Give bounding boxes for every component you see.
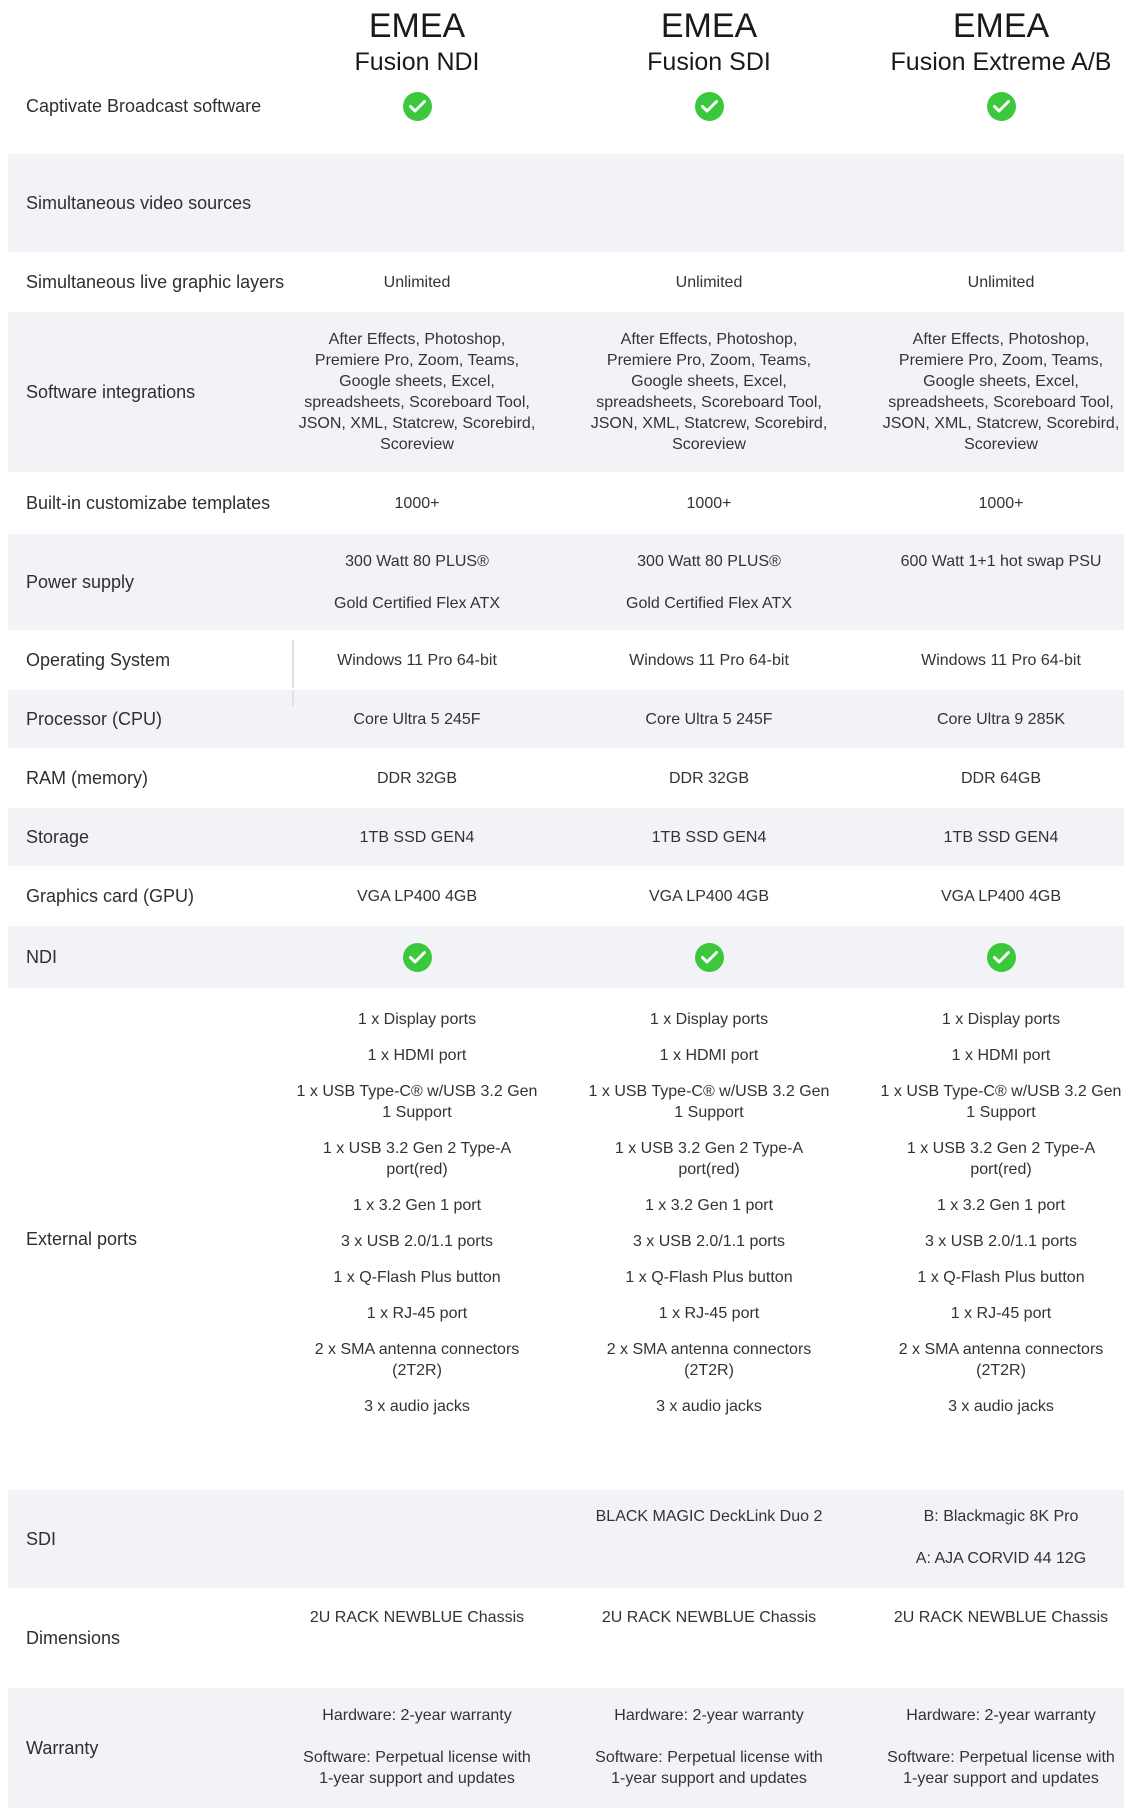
port-item: 1 x HDMI port (659, 1047, 759, 1064)
cell-line: Premiere Pro, Zoom, Teams, (606, 352, 812, 369)
cell (271, 534, 563, 630)
cell (855, 926, 1132, 988)
check-icon (987, 943, 1016, 972)
port-item: 1 x Q-Flash Plus button (333, 1269, 501, 1286)
port-item: 1 x HDMI port (951, 1047, 1051, 1064)
port-item: 1 x USB 3.2 Gen 2 Type-A (906, 1140, 1096, 1157)
cell (271, 312, 563, 472)
row-label: Captivate Broadcast software (26, 95, 262, 116)
cell: Windows 11 Pro 64-bit (629, 651, 789, 669)
column-header-fusion-sdi (563, 0, 855, 78)
cell-line: 300 Watt 80 PLUS® (345, 553, 489, 570)
port-item: port(red) (386, 1161, 448, 1178)
row-operating-system (0, 632, 1132, 688)
port-item: 1 x Q-Flash Plus button (917, 1269, 1085, 1286)
port-item: 2 x SMA antenna connectors (606, 1341, 812, 1358)
column-header-fusion-ndi (271, 0, 563, 78)
cell-line: JSON, XML, Statcrew, Scorebird, (298, 415, 536, 432)
check-icon (403, 943, 432, 972)
cell: DDR 64GB (960, 769, 1042, 787)
port-item: 1 x USB 3.2 Gen 2 Type-A (614, 1140, 804, 1157)
cell: VGA LP400 4GB (648, 887, 770, 905)
cell: Unlimited (383, 273, 451, 291)
column-model: Fusion SDI (647, 48, 771, 76)
port-item: 1 x 3.2 Gen 1 port (936, 1197, 1066, 1214)
row-video-sources (0, 154, 1132, 252)
column-region: EMEA (368, 7, 466, 45)
cell: Core Ultra 5 245F (645, 710, 773, 728)
cell: Unlimited (967, 273, 1035, 291)
row-power-supply (0, 534, 1132, 630)
cell: DDR 32GB (376, 769, 458, 787)
column-model: Fusion NDI (354, 48, 480, 76)
port-item: 1 x Display ports (357, 1011, 477, 1028)
cell-line: 1-year support and updates (611, 1770, 807, 1787)
cell-line: After Effects, Photoshop, (912, 331, 1090, 348)
cell: 1TB SSD GEN4 (651, 828, 767, 846)
column-region: EMEA (660, 7, 758, 45)
cell-line: After Effects, Photoshop, (620, 331, 798, 348)
row-external-ports (0, 990, 1132, 1488)
cell: Windows 11 Pro 64-bit (337, 651, 497, 669)
row-ram (0, 750, 1132, 806)
cell-line: Software: Perpetual license with (303, 1749, 531, 1766)
cell (271, 926, 563, 988)
column-header-fusion-extreme (855, 0, 1132, 78)
cell (563, 1688, 855, 1808)
port-item: (2T2R) (684, 1362, 734, 1379)
port-item: (2T2R) (976, 1362, 1026, 1379)
cell (855, 990, 1132, 1488)
cell-line: Premiere Pro, Zoom, Teams, (314, 352, 520, 369)
cell-line: BLACK MAGIC DeckLink Duo 2 (595, 1508, 823, 1525)
port-item: (2T2R) (392, 1362, 442, 1379)
port-item: port(red) (678, 1161, 740, 1178)
cell: 1000+ (978, 494, 1024, 512)
port-item: 1 x RJ-45 port (366, 1305, 468, 1322)
row-label: Software integrations (26, 381, 196, 402)
cell: Core Ultra 5 245F (353, 710, 481, 728)
row-label: NDI (26, 946, 57, 967)
row-label: RAM (memory) (26, 767, 148, 788)
cell: 1000+ (394, 494, 440, 512)
port-item: 1 x Q-Flash Plus button (625, 1269, 793, 1286)
row-label: Simultaneous video sources (26, 192, 252, 213)
port-item: 1 x USB Type-C® w/USB 3.2 Gen (588, 1083, 830, 1100)
row-label: Simultaneous live graphic layers (26, 271, 285, 292)
row-sdi (0, 1490, 1132, 1588)
port-item: 1 x Display ports (649, 1011, 769, 1028)
cell (271, 1688, 563, 1808)
cell: 1000+ (686, 494, 732, 512)
cell: DDR 32GB (668, 769, 750, 787)
port-item: 1 x RJ-45 port (658, 1305, 760, 1322)
cell-line: Google sheets, Excel, (923, 373, 1079, 390)
port-item: 3 x USB 2.0/1.1 ports (924, 1233, 1078, 1250)
port-item: port(red) (970, 1161, 1032, 1178)
check-icon (695, 92, 724, 121)
column-region: EMEA (952, 7, 1050, 45)
cell-line: Hardware: 2-year warranty (614, 1707, 804, 1724)
cell-line: Hardware: 2-year warranty (322, 1707, 512, 1724)
cell (855, 78, 1132, 134)
row-label: Warranty (26, 1737, 99, 1758)
row-label: Dimensions (26, 1627, 121, 1648)
cell (563, 78, 855, 134)
row-software-integrations (0, 312, 1132, 472)
cell: VGA LP400 4GB (940, 887, 1062, 905)
port-item: 3 x USB 2.0/1.1 ports (632, 1233, 786, 1250)
row-label: Processor (CPU) (26, 708, 163, 729)
check-icon (403, 92, 432, 121)
cell (563, 1490, 855, 1588)
cell (855, 534, 1132, 630)
cell-line: Gold Certified Flex ATX (626, 595, 792, 612)
row-label: External ports (26, 1228, 138, 1249)
cell: Unlimited (675, 273, 743, 291)
cell-line: 2U RACK NEWBLUE Chassis (601, 1609, 817, 1626)
port-item: 1 x USB Type-C® w/USB 3.2 Gen (296, 1083, 538, 1100)
cell-line: 2U RACK NEWBLUE Chassis (309, 1609, 525, 1626)
cell-line: A: AJA CORVID 44 12G (915, 1550, 1087, 1567)
cell (855, 312, 1132, 472)
cell-line: Google sheets, Excel, (339, 373, 495, 390)
cell-line: 2U RACK NEWBLUE Chassis (893, 1609, 1109, 1626)
cell-line: Scoreview (964, 436, 1038, 453)
port-item: 1 Support (382, 1104, 452, 1121)
port-item: 1 x USB Type-C® w/USB 3.2 Gen (880, 1083, 1122, 1100)
port-item: 3 x audio jacks (364, 1398, 470, 1415)
cell-line: spreadsheets, Scoreboard Tool, (304, 394, 530, 411)
cell (563, 926, 855, 988)
cell-line: JSON, XML, Statcrew, Scorebird, (590, 415, 828, 432)
port-item: 3 x USB 2.0/1.1 ports (340, 1233, 494, 1250)
row-label: Operating System (26, 649, 171, 670)
cell-line: JSON, XML, Statcrew, Scorebird, (882, 415, 1120, 432)
cell-line: 1-year support and updates (319, 1770, 515, 1787)
cell: VGA LP400 4GB (356, 887, 478, 905)
port-item: 1 Support (966, 1104, 1036, 1121)
row-label: Power supply (26, 571, 135, 592)
cell (271, 1590, 563, 1686)
port-item: 3 x audio jacks (948, 1398, 1054, 1415)
cell-line: 300 Watt 80 PLUS® (637, 553, 781, 570)
check-icon (695, 943, 724, 972)
port-item: 1 Support (674, 1104, 744, 1121)
row-processor (0, 690, 1132, 748)
cell-line: After Effects, Photoshop, (328, 331, 506, 348)
cell (271, 78, 563, 134)
port-item: 2 x SMA antenna connectors (314, 1341, 520, 1358)
cell-line: Premiere Pro, Zoom, Teams, (898, 352, 1104, 369)
cell (563, 990, 855, 1488)
cell-line: B: Blackmagic 8K Pro (923, 1508, 1079, 1525)
cell-line: Scoreview (380, 436, 454, 453)
row-label: SDI (26, 1528, 57, 1549)
cell (563, 1590, 855, 1686)
row-warranty (0, 1688, 1132, 1808)
port-item: 1 x HDMI port (367, 1047, 467, 1064)
row-label: Graphics card (GPU) (26, 885, 195, 906)
row-templates (0, 474, 1132, 532)
cell-line: spreadsheets, Scoreboard Tool, (888, 394, 1114, 411)
row-dimensions (0, 1590, 1132, 1686)
row-captivate (0, 78, 1132, 134)
row-label: Storage (26, 826, 90, 847)
row-label: Built-in customizabe templates (26, 492, 271, 513)
port-item: 3 x audio jacks (656, 1398, 762, 1415)
cell-line: Scoreview (672, 436, 746, 453)
port-item: 1 x 3.2 Gen 1 port (644, 1197, 774, 1214)
check-icon (987, 92, 1016, 121)
cell (855, 1490, 1132, 1588)
port-item: 1 x Display ports (941, 1011, 1061, 1028)
cell-line: Hardware: 2-year warranty (906, 1707, 1096, 1724)
row-storage (0, 808, 1132, 866)
cell-line: Software: Perpetual license with (595, 1749, 823, 1766)
row-ndi (0, 926, 1132, 988)
cell: 1TB SSD GEN4 (943, 828, 1059, 846)
cell (563, 312, 855, 472)
cell (855, 1688, 1132, 1808)
cell-line: 1-year support and updates (903, 1770, 1099, 1787)
cell: Windows 11 Pro 64-bit (921, 651, 1081, 669)
port-item: 1 x 3.2 Gen 1 port (352, 1197, 482, 1214)
cell-line: Google sheets, Excel, (631, 373, 787, 390)
port-item: 1 x USB 3.2 Gen 2 Type-A (322, 1140, 512, 1157)
row-graphic-layers (0, 254, 1132, 310)
cell (271, 990, 563, 1488)
cell (855, 1590, 1132, 1686)
cell: 1TB SSD GEN4 (359, 828, 475, 846)
cell-line: Gold Certified Flex ATX (334, 595, 500, 612)
cell-line: 600 Watt 1+1 hot swap PSU (900, 553, 1102, 570)
port-item: 1 x RJ-45 port (950, 1305, 1052, 1322)
cell-line: spreadsheets, Scoreboard Tool, (596, 394, 822, 411)
cell (563, 534, 855, 630)
cell: Core Ultra 9 285K (936, 710, 1066, 728)
column-model: Fusion Extreme A/B (890, 48, 1112, 76)
port-item: 2 x SMA antenna connectors (898, 1341, 1104, 1358)
cell-line: Software: Perpetual license with (887, 1749, 1115, 1766)
row-graphics-card (0, 868, 1132, 924)
